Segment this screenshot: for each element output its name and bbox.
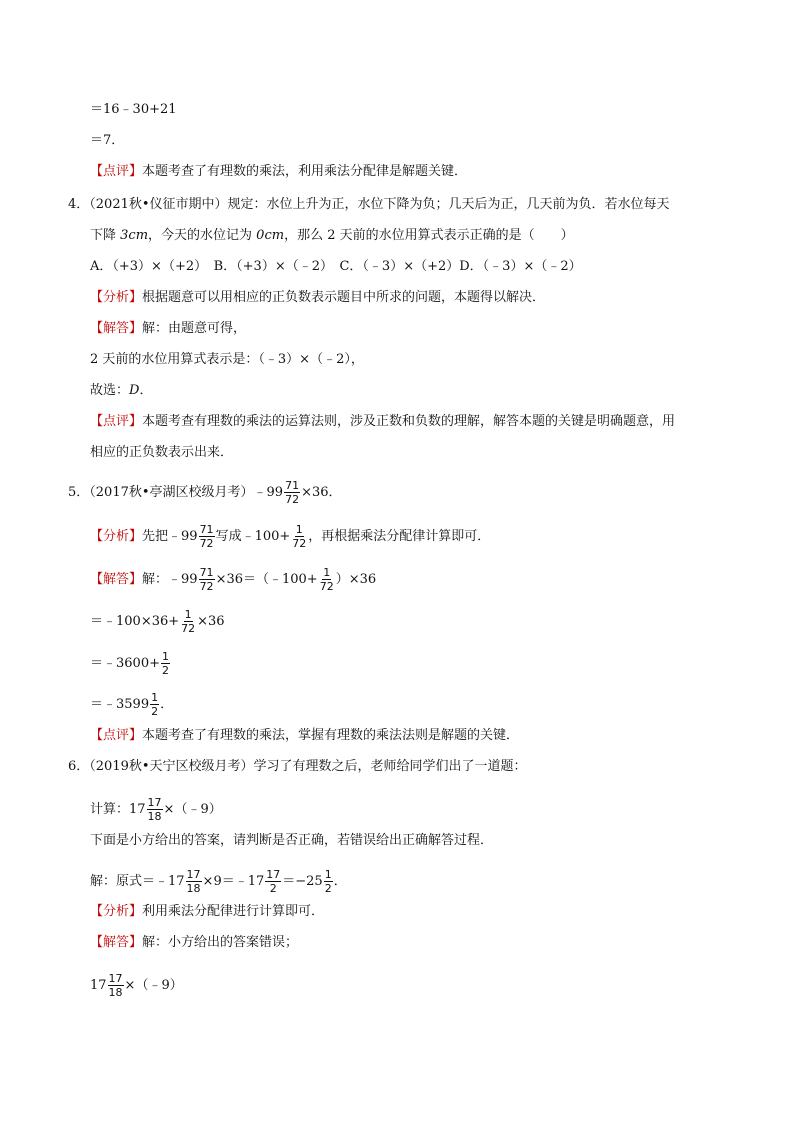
comment-text: 本题考查了有理数的乘法，利用乘法分配律是解题关键． <box>142 164 468 179</box>
text: 写成﹣100+ <box>215 529 291 544</box>
comment-line <box>90 727 519 745</box>
unit-text: 0cm <box>256 228 285 243</box>
numerator: 1 <box>324 868 332 881</box>
answer-choice <box>90 382 152 400</box>
numerator: 71 <box>199 523 214 536</box>
text: 17 <box>90 978 107 993</box>
fraction <box>147 797 163 822</box>
comment-text: 本题考查了有理数的乘法，掌握有理数的乘法法则是解题的关键． <box>142 728 520 743</box>
denominator: 18 <box>147 810 162 823</box>
analysis-line <box>90 524 490 549</box>
denominator: 18 <box>186 882 201 895</box>
analysis-tag: 【分析】 <box>90 904 143 919</box>
question-6-stem <box>68 758 527 776</box>
fraction <box>108 973 124 998</box>
denominator: 72 <box>285 493 300 506</box>
text: 先把﹣99 <box>142 529 198 544</box>
comment-line-cont: 相应的正负数表示出来． <box>90 445 234 460</box>
fraction <box>180 609 196 634</box>
text: 故选： <box>90 383 130 398</box>
analysis-text: 利用乘法分配律进行计算即可． <box>142 904 325 919</box>
text: 下降 <box>90 228 121 243</box>
text: ×9＝﹣17 <box>202 874 265 889</box>
description-line: 下面是小方给出的答案，请判断是否正确，若错误给出正确解答过程． <box>90 833 494 848</box>
denominator: 2 <box>324 882 332 895</box>
numerator: 1 <box>295 523 303 536</box>
denominator: 2 <box>269 882 277 895</box>
unit-text: 3cm <box>120 228 149 243</box>
fraction <box>291 524 307 549</box>
numerator: 1 <box>151 691 159 704</box>
comment-text: 本题考查有理数的乘法的运算法则，涉及正数和负数的理解，解答本题的关键是明确题意，用 <box>142 414 676 429</box>
answer-tag: 【解答】 <box>90 572 143 587</box>
fraction <box>161 651 170 676</box>
question-number: 5． <box>68 485 90 500</box>
analysis-tag: 【分析】 <box>90 529 143 544</box>
fraction <box>186 869 202 894</box>
answer-tag: 【解答】 <box>90 321 143 336</box>
question-text: （2021秋•仪征市期中）规定：水位上升为正，水位下降为负；几天后为正，几天前为负．若水位每天 <box>89 197 670 212</box>
calc-line: ＝16﹣30+21 <box>90 102 177 117</box>
text: ×（﹣9） <box>163 802 222 817</box>
choice-letter: D <box>129 383 140 398</box>
text: ）×36 <box>335 572 377 587</box>
question-number: 6． <box>68 759 90 774</box>
text: ，那么 2 天前的水位用算式表示正确的是（ ） <box>284 228 574 243</box>
question-4-stem-cont <box>90 227 574 245</box>
numerator: 1 <box>184 608 192 621</box>
text: ×36 <box>197 614 225 629</box>
text: ． <box>333 874 347 889</box>
answer-line <box>90 934 298 952</box>
numerator: 71 <box>199 566 214 579</box>
answer-tag: 【解答】 <box>90 935 143 950</box>
comment-line <box>90 413 675 431</box>
text: 计算：17 <box>90 802 146 817</box>
comment-tag: 【点评】 <box>90 414 143 429</box>
question-text: ×36． <box>301 485 342 500</box>
question-4-stem <box>68 196 670 214</box>
numerator: 17 <box>147 796 162 809</box>
calc-line <box>90 692 173 717</box>
text: ＝﹣100×36+ <box>90 614 180 629</box>
fraction <box>284 480 300 505</box>
analysis-text: 根据题意可以用相应的正负数表示题目中所求的问题，本题得以解决． <box>142 290 546 305</box>
text: ． <box>160 697 174 712</box>
denominator: 2 <box>161 664 169 677</box>
text: ＝﹣3600+ <box>90 656 160 671</box>
denominator: 72 <box>181 622 196 635</box>
denominator: 72 <box>319 580 334 593</box>
numerator: 1 <box>323 566 331 579</box>
comment-tag: 【点评】 <box>90 728 143 743</box>
answer-line <box>90 320 246 338</box>
numerator: 17 <box>266 868 281 881</box>
calc-line <box>90 609 225 634</box>
calc-line: ＝7． <box>90 133 125 148</box>
numerator: 71 <box>285 479 300 492</box>
calc-line <box>90 973 183 998</box>
question-number: 4． <box>68 197 90 212</box>
text: ×（﹣9） <box>124 978 183 993</box>
question-5-stem <box>68 480 342 505</box>
answer-text: 解：由题意可得， <box>142 321 247 336</box>
answer-line <box>90 567 376 592</box>
answer-detail: 2 天前的水位用算式表示是：（﹣3）×（﹣2）， <box>90 352 364 367</box>
fraction <box>199 567 215 592</box>
numerator: 17 <box>186 868 201 881</box>
fraction <box>199 524 215 549</box>
numerator: 1 <box>161 650 169 663</box>
comment-line <box>90 163 467 181</box>
student-solution <box>90 869 347 894</box>
fraction <box>324 869 333 894</box>
text: ，再根据乘法分配律计算即可． <box>308 529 491 544</box>
denominator: 2 <box>151 705 159 718</box>
analysis-line <box>90 289 545 307</box>
question-text: （2019秋•天宁区校级月考）学习了有理数之后，老师给同学们出了一道题： <box>89 759 527 774</box>
calc-line <box>90 651 171 676</box>
analysis-tag: 【分析】 <box>90 290 143 305</box>
denominator: 72 <box>199 580 214 593</box>
text: ＝﹣3599 <box>90 697 150 712</box>
numerator: 17 <box>108 972 123 985</box>
denominator: 18 <box>108 986 123 999</box>
analysis-line <box>90 903 324 921</box>
fraction <box>150 692 159 717</box>
comment-tag: 【点评】 <box>90 164 143 179</box>
question-text: （2017秋•亭湖区校级月考）﹣99 <box>89 485 284 500</box>
fraction <box>319 567 335 592</box>
denominator: 72 <box>292 537 307 550</box>
text: ，今天的水位记为 <box>148 228 257 243</box>
text: ＝−25 <box>282 874 323 889</box>
calc-task <box>90 797 222 822</box>
answer-text: 解：小方给出的答案错误； <box>142 935 299 950</box>
text: ． <box>139 383 153 398</box>
text: ×36＝（﹣100+ <box>215 572 318 587</box>
text: 解：原式＝﹣17 <box>90 874 185 889</box>
text: 解：﹣99 <box>142 572 198 587</box>
fraction <box>265 869 281 894</box>
question-4-options: A．（+3）×（+2） B．（+3）×（﹣2） C．（﹣3）×（+2）D．（﹣3）×（﹣2） <box>90 259 582 274</box>
denominator: 72 <box>199 537 214 550</box>
